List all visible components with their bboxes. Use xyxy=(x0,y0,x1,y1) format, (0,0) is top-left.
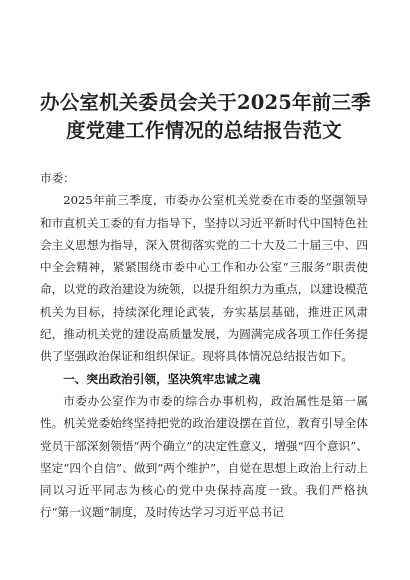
title-line-1: 办公室机关委员会关于2025年前三季 xyxy=(40,91,371,114)
salutation: 市委： xyxy=(40,171,75,185)
section-heading-1: 一、突出政治引领，坚决筑牢忠诚之魂 xyxy=(63,371,261,386)
document-body xyxy=(40,167,368,524)
section-1-paragraph: 市委办公室作为市委的综合办事机构，政治属性是第一属性。机关党委始终坚持把党的政治建设摆在首位，教育引导全体党员干部深刻领悟“两个确立”的决定性意义，增强“四个意识”、坚定“四个自信”、做到“两个维护”，自觉在思想上政治上行动上同以习近平同志为核心的党中央保持高度一致。我们严格执行“第一议题”制度，及时传达学习习近平总书记 xyxy=(40,393,368,520)
document-title xyxy=(40,0,371,145)
intro-paragraph: 2025年前三季度，市委办公室机关党委在市委的坚强领导和市直机关工委的有力指导下，坚持以习近平新时代中国特色社会主义思想为指导，深入贯彻落实党的二十大及二十届三中、四中全会精神，紧紧围绕市委中心工作和办公室“三服务”职责使命，以党的政治建设为统领，以提升组织力为重点，以建设模范机关为目标，持续深化理论武装，夯实基层基础，推进正风肃纪，推动机关党的建设高质量发展，为圆满完成各项工作任务提供了坚强政治保证和组织保证。现将具体情况总结报告如下。 xyxy=(40,193,368,364)
title-line-2: 度党建工作情况的总结报告范文 xyxy=(66,119,342,142)
